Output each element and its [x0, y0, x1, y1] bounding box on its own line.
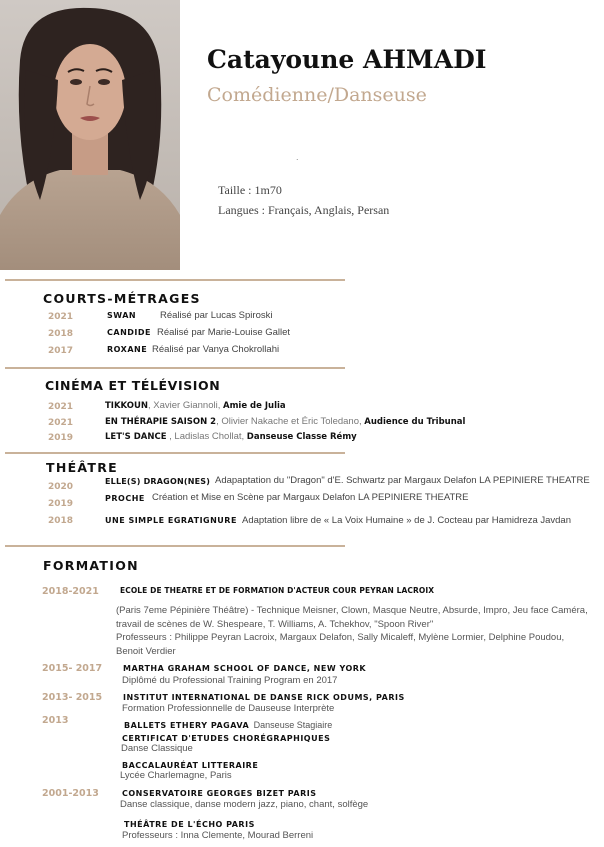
entry-title: PROCHE: [105, 494, 145, 503]
year: 2015- 2017: [42, 663, 103, 674]
entry-line: [105, 400, 286, 411]
separator: ,: [241, 431, 247, 442]
year: 2018: [48, 516, 74, 526]
paragraph-line: Professeurs : Philippe Peyran Lacroix, Margaux Delafon, Sally Micaleff, Mylène Lormier, Delphine Poudou,: [116, 632, 565, 643]
paragraph-line: travail de scènes de W. Shespeare, T. Williams, A. Tchekhov, "Spoon River": [116, 618, 434, 630]
entry-title: EN THÉRAPIE SAISON 2: [105, 417, 217, 427]
separator: ,: [148, 400, 154, 411]
entry-title: SWAN: [107, 311, 137, 320]
entry-title: THÉÂTRE DE L'ÉCHO PARIS: [124, 820, 255, 829]
year: 2001-2013: [42, 788, 99, 799]
entry-description: Réalisé par Vanya Chokrollahi: [152, 344, 280, 355]
entry-description: Adapaptation du "Dragon" d'E. Schwartz par Margaux Delafon LA PEPINIERE THEATRE: [215, 475, 590, 486]
entry-title: CONSERVATOIRE GEORGES BIZET PARIS: [122, 789, 317, 798]
entry-people: Ladislas Chollat: [174, 431, 242, 442]
separator: ,: [166, 431, 175, 442]
entry-line: [105, 431, 357, 442]
year: 2019: [48, 433, 74, 443]
entry-line: [124, 715, 332, 733]
entry-description: Diplômé du Professional Training Program en 2017: [122, 675, 338, 686]
year: 2018-2021: [42, 586, 99, 597]
entry-title: UNE SIMPLE EGRATIGNURE: [105, 516, 237, 525]
year: 2013: [42, 715, 69, 726]
entry-role: Amie de Julia: [222, 401, 286, 411]
entry-people: Olivier Nakache et Éric Toledano: [221, 416, 360, 427]
section-divider: [5, 545, 345, 547]
paragraph-line: (Paris 7eme Pépinière Théâtre) - Technique Meisner, Clown, Masque Neutre, Absurde, Impro, Jeu face Caméra,: [116, 605, 588, 616]
decorative-dot: .: [296, 152, 299, 162]
section-title-cinema: CINÉMA ET TÉLÉVISION: [45, 378, 221, 393]
entry-description: Réalisé par Marie-Louise Gallet: [157, 327, 291, 338]
year: 2021: [48, 312, 74, 322]
entry-title: LET'S DANCE: [105, 432, 167, 442]
entry-description: Réalisé par Lucas Spiroski: [160, 310, 273, 321]
languages-info: Langues : Français, Anglais, Persan: [218, 203, 390, 217]
entry-description: Formation Professionnelle de Dauseuse Interprète: [122, 703, 335, 714]
section-title-formation: FORMATION: [43, 558, 139, 573]
year: 2021: [48, 418, 74, 428]
year: 2018: [48, 329, 74, 339]
entry-title: ECOLE DE THEATRE ET DE FORMATION D'ACTEUR COUR PEYRAN LACROIX: [120, 586, 435, 595]
entry-title: TIKKOUN: [105, 401, 148, 411]
section-divider: [5, 367, 345, 369]
year: 2020: [48, 482, 74, 492]
entry-role: Audience du Tribunal: [364, 417, 466, 427]
entry-title: ROXANE: [107, 345, 148, 354]
person-name: Catayoune AHMADI: [207, 45, 487, 74]
entry-title: BALLETS ETHERY PAGAVA: [124, 721, 250, 730]
entry-title: BACCALAURÉAT LITTERAIRE: [122, 761, 259, 770]
section-title-theatre: THÉÂTRE: [46, 460, 119, 475]
entry-description: Danseuse Stagiaire: [253, 720, 333, 730]
entry-description: Professeurs : Inna Clemente, Mourad Berreni: [122, 830, 314, 841]
separator: ,: [217, 400, 223, 411]
section-divider: [5, 452, 345, 454]
entry-paragraph: [116, 604, 604, 658]
entry-people: Xavier Giannoli: [153, 400, 218, 411]
year: 2021: [48, 402, 74, 412]
separator: ,: [359, 416, 365, 427]
year: 2017: [48, 346, 74, 356]
year: 2013- 2015: [42, 692, 103, 703]
entry-description: Lycée Charlemagne, Paris: [120, 770, 232, 781]
entry-title: ELLE(S) DRAGON(NES): [105, 477, 211, 486]
section-title-courts: COURTS-MÉTRAGES: [43, 291, 201, 306]
paragraph-line: Benoit Verdier: [116, 645, 176, 657]
entry-title: INSTITUT INTERNATIONAL DE DANSE RICK ODUMS, PARIS: [123, 693, 405, 702]
height-info: Taille : 1m70: [218, 183, 282, 197]
entry-description: Danse Classique: [121, 743, 193, 754]
entry-title: CANDIDE: [107, 328, 151, 337]
year: 2019: [48, 499, 74, 509]
entry-title: CERTIFICAT D'ETUDES CHORÉGRAPHIQUES: [122, 734, 331, 743]
entry-role: Danseuse Classe Rémy: [246, 432, 357, 442]
entry-title: MARTHA GRAHAM SCHOOL OF DANCE, NEW YORK: [123, 664, 367, 673]
entry-description: Adaptation libre de « La Voix Humaine » de J. Cocteau par Hamidreza Javdan: [242, 515, 572, 526]
entry-description: Création et Mise en Scène par Margaux Delafon LA PEPINIERE THEATRE: [152, 492, 469, 503]
separator: ,: [216, 416, 222, 427]
portrait-illustration: [0, 0, 180, 270]
entry-description: Danse classique, danse modern jazz, piano, chant, solfège: [120, 799, 369, 810]
person-role: Comédienne/Danseuse: [207, 84, 427, 106]
section-divider: [5, 279, 345, 281]
portrait-photo: [0, 0, 180, 270]
entry-line: [105, 416, 465, 427]
